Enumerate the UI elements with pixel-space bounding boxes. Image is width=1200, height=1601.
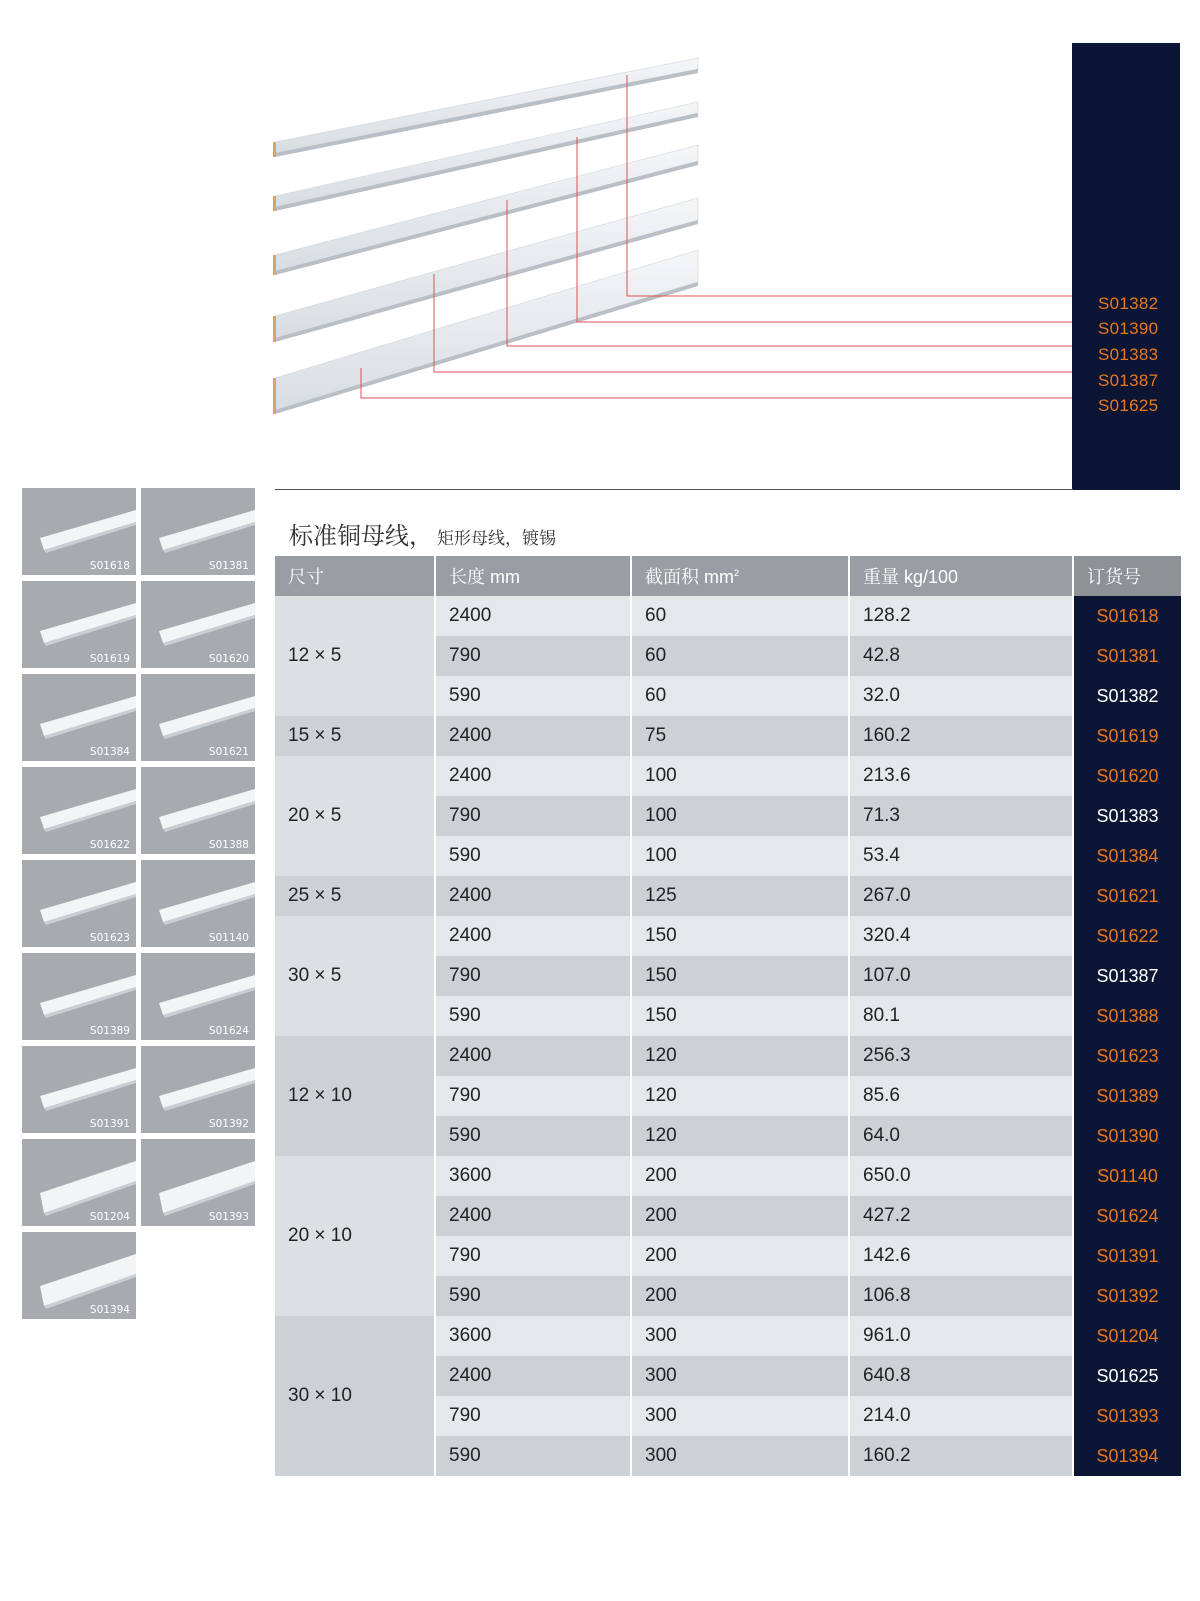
busbar-bar (275, 58, 698, 153)
order-code-cell: S01394 (1073, 1436, 1181, 1476)
weight-cell: 71.3 (849, 796, 1073, 836)
size-cell: 15 × 5 (275, 716, 435, 756)
busbar-thumb-face (159, 696, 255, 736)
size-cell: 30 × 10 (275, 1316, 435, 1476)
thumbnail-code-label: S01392 (208, 1118, 249, 1130)
order-code-band (1072, 43, 1180, 490)
table-row (275, 876, 1181, 916)
area-cell: 300 (631, 1436, 849, 1476)
thumbnail-code-label: S01624 (208, 1025, 249, 1037)
area-cell: 60 (631, 636, 849, 676)
size-cell: 12 × 5 (275, 596, 435, 716)
thumbnail-code-label: S01388 (208, 839, 249, 851)
area-cell: 100 (631, 756, 849, 796)
product-thumbnail (141, 581, 255, 668)
table-row (275, 1316, 1181, 1356)
table-header-row (275, 556, 1181, 596)
length-cell: 2400 (435, 1036, 631, 1076)
order-code-cell: S01620 (1073, 756, 1181, 796)
busbar-thumb-face (40, 975, 136, 1015)
area-cell: 150 (631, 916, 849, 956)
order-code-cell: S01625 (1073, 1356, 1181, 1396)
area-cell: 60 (631, 596, 849, 636)
busbar-thumb-face (40, 603, 136, 643)
length-cell: 2400 (435, 1196, 631, 1236)
busbar-thumb-face (40, 696, 136, 736)
length-cell: 2400 (435, 916, 631, 956)
order-code-cell: S01391 (1073, 1236, 1181, 1276)
size-cell: 25 × 5 (275, 876, 435, 916)
product-thumbnail (141, 860, 255, 947)
thumbnail-code-label: S01381 (208, 560, 249, 572)
product-thumbnail (22, 767, 136, 854)
busbar-thumb-face (159, 789, 255, 829)
order-code-cell: S01618 (1073, 596, 1181, 636)
hero-code-label: S01382 (1098, 294, 1159, 313)
area-cell: 120 (631, 1076, 849, 1116)
busbar-thumb-face (159, 603, 255, 643)
table-title (289, 516, 556, 551)
area-cell: 300 (631, 1356, 849, 1396)
hero-code-label: S01383 (1098, 345, 1159, 364)
order-code-cell: S01383 (1073, 796, 1181, 836)
weight-cell: 427.2 (849, 1196, 1073, 1236)
weight-cell: 214.0 (849, 1396, 1073, 1436)
order-code-cell: S01390 (1073, 1116, 1181, 1156)
table-row (275, 756, 1181, 796)
size-cell: 12 × 10 (275, 1036, 435, 1156)
order-code-cell: S01622 (1073, 916, 1181, 956)
length-cell: 790 (435, 1396, 631, 1436)
header-size: 尺寸 (275, 556, 435, 596)
length-cell: 590 (435, 1436, 631, 1476)
product-thumbnail (141, 953, 255, 1040)
order-code-cell: S01392 (1073, 1276, 1181, 1316)
length-cell: 2400 (435, 876, 631, 916)
table-subtitle: 矩形母线，镀锡 (437, 529, 556, 548)
thumbnail-code-label: S01391 (89, 1118, 130, 1130)
area-cell: 200 (631, 1276, 849, 1316)
leader-line (507, 200, 1092, 346)
weight-cell: 80.1 (849, 996, 1073, 1036)
product-thumbnail (22, 674, 136, 761)
thumbnail-code-label: S01389 (89, 1025, 130, 1037)
busbar-copper-end (273, 378, 276, 414)
order-code-cell: S01388 (1073, 996, 1181, 1036)
order-code-cell: S01393 (1073, 1396, 1181, 1436)
size-cell: 20 × 10 (275, 1156, 435, 1316)
divider (275, 489, 1073, 490)
table-title-main: 标准铜母线， (289, 523, 433, 550)
busbar-thumb-face (159, 882, 255, 922)
busbar-spec-table (275, 556, 1181, 1476)
length-cell: 590 (435, 676, 631, 716)
thumbnail-code-label: S01384 (89, 746, 130, 758)
header-length: 长度 mm (435, 556, 631, 596)
order-code-cell: S01619 (1073, 716, 1181, 756)
weight-cell: 650.0 (849, 1156, 1073, 1196)
header-order: 订货号 (1073, 556, 1181, 596)
table-row (275, 596, 1181, 636)
busbar-thumb-face (40, 882, 136, 922)
busbar-thumb-face (40, 1068, 136, 1108)
length-cell: 3600 (435, 1156, 631, 1196)
area-cell: 150 (631, 956, 849, 996)
order-code-cell: S01389 (1073, 1076, 1181, 1116)
weight-cell: 32.0 (849, 676, 1073, 716)
busbar-bar (275, 102, 698, 207)
thumbnail-code-label: S01623 (89, 932, 130, 944)
product-thumbnail (22, 1232, 136, 1319)
busbar-bars-illustration (0, 0, 1200, 490)
weight-cell: 85.6 (849, 1076, 1073, 1116)
area-cell: 150 (631, 996, 849, 1036)
area-cell: 120 (631, 1116, 849, 1156)
size-cell: 20 × 5 (275, 756, 435, 876)
order-code-cell: S01140 (1073, 1156, 1181, 1196)
busbar-copper-end (273, 255, 276, 275)
length-cell: 590 (435, 1116, 631, 1156)
thumbnail-code-label: S01393 (208, 1211, 249, 1223)
product-thumbnail (22, 488, 136, 575)
order-code-cell: S01382 (1073, 676, 1181, 716)
length-cell: 790 (435, 956, 631, 996)
product-thumbnail (22, 1046, 136, 1133)
length-cell: 590 (435, 996, 631, 1036)
weight-cell: 128.2 (849, 596, 1073, 636)
table-row (275, 916, 1181, 956)
product-thumbnail (22, 860, 136, 947)
thumbnail-code-label: S01140 (208, 932, 249, 944)
length-cell: 790 (435, 1236, 631, 1276)
area-cell: 200 (631, 1156, 849, 1196)
thumbnail-code-label: S01619 (89, 653, 130, 665)
busbar-thumb-face (40, 789, 136, 829)
weight-cell: 142.6 (849, 1236, 1073, 1276)
product-thumbnail (141, 767, 255, 854)
weight-cell: 213.6 (849, 756, 1073, 796)
weight-cell: 160.2 (849, 716, 1073, 756)
length-cell: 590 (435, 1276, 631, 1316)
hero-code-label: S01390 (1098, 319, 1159, 338)
order-code-cell: S01387 (1073, 956, 1181, 996)
product-thumbnail (141, 1046, 255, 1133)
weight-cell: 267.0 (849, 876, 1073, 916)
table-row (275, 1156, 1181, 1196)
area-cell: 125 (631, 876, 849, 916)
weight-cell: 320.4 (849, 916, 1073, 956)
length-cell: 790 (435, 1076, 631, 1116)
length-cell: 2400 (435, 596, 631, 636)
product-thumbnail (22, 953, 136, 1040)
area-cell: 120 (631, 1036, 849, 1076)
header-area-text: 截面积 mm (645, 567, 734, 587)
busbar-thumb-face (40, 510, 136, 550)
area-cell: 300 (631, 1316, 849, 1356)
order-code-cell: S01204 (1073, 1316, 1181, 1356)
hero-code-label: S01387 (1098, 371, 1159, 390)
busbar-thumb-face (159, 1068, 255, 1108)
weight-cell: 42.8 (849, 636, 1073, 676)
weight-cell: 961.0 (849, 1316, 1073, 1356)
product-thumbnail (22, 581, 136, 668)
busbar-bar-edge (275, 69, 698, 157)
weight-cell: 53.4 (849, 836, 1073, 876)
thumbnail-code-label: S01622 (89, 839, 130, 851)
size-cell: 30 × 5 (275, 916, 435, 1036)
area-cell: 100 (631, 796, 849, 836)
weight-cell: 64.0 (849, 1116, 1073, 1156)
product-thumbnail (141, 674, 255, 761)
product-thumbnail (22, 1139, 136, 1226)
length-cell: 2400 (435, 1356, 631, 1396)
header-area (631, 556, 849, 596)
weight-cell: 160.2 (849, 1436, 1073, 1476)
product-thumbnail (141, 1139, 255, 1226)
busbar-copper-end (273, 196, 276, 211)
length-cell: 2400 (435, 716, 631, 756)
thumbnail-code-label: S01620 (208, 653, 249, 665)
hero-code-label: S01625 (1098, 396, 1159, 415)
order-code-cell: S01621 (1073, 876, 1181, 916)
area-cell: 200 (631, 1236, 849, 1276)
area-cell: 100 (631, 836, 849, 876)
order-code-cell: S01381 (1073, 636, 1181, 676)
weight-cell: 640.8 (849, 1356, 1073, 1396)
busbar-copper-end (273, 316, 276, 342)
header-area-sup: 2 (734, 568, 740, 578)
product-thumbnail (141, 488, 255, 575)
order-code-cell: S01624 (1073, 1196, 1181, 1236)
busbar-thumb-face (159, 510, 255, 550)
weight-cell: 106.8 (849, 1276, 1073, 1316)
busbar-copper-end (273, 142, 276, 157)
thumbnail-code-label: S01621 (208, 746, 249, 758)
thumbnail-code-label: S01394 (89, 1304, 130, 1316)
table-row (275, 1036, 1181, 1076)
table-row (275, 716, 1181, 756)
busbar-thumb-face (159, 975, 255, 1015)
thumbnail-code-label: S01618 (89, 560, 130, 572)
area-cell: 75 (631, 716, 849, 756)
length-cell: 590 (435, 836, 631, 876)
hero-illustration (0, 0, 1200, 490)
length-cell: 790 (435, 636, 631, 676)
thumbnail-code-label: S01204 (89, 1211, 130, 1223)
weight-cell: 107.0 (849, 956, 1073, 996)
area-cell: 300 (631, 1396, 849, 1436)
area-cell: 200 (631, 1196, 849, 1236)
order-code-cell: S01623 (1073, 1036, 1181, 1076)
order-code-cell: S01384 (1073, 836, 1181, 876)
header-weight: 重量 kg/100 (849, 556, 1073, 596)
length-cell: 3600 (435, 1316, 631, 1356)
length-cell: 2400 (435, 756, 631, 796)
length-cell: 790 (435, 796, 631, 836)
area-cell: 60 (631, 676, 849, 716)
weight-cell: 256.3 (849, 1036, 1073, 1076)
